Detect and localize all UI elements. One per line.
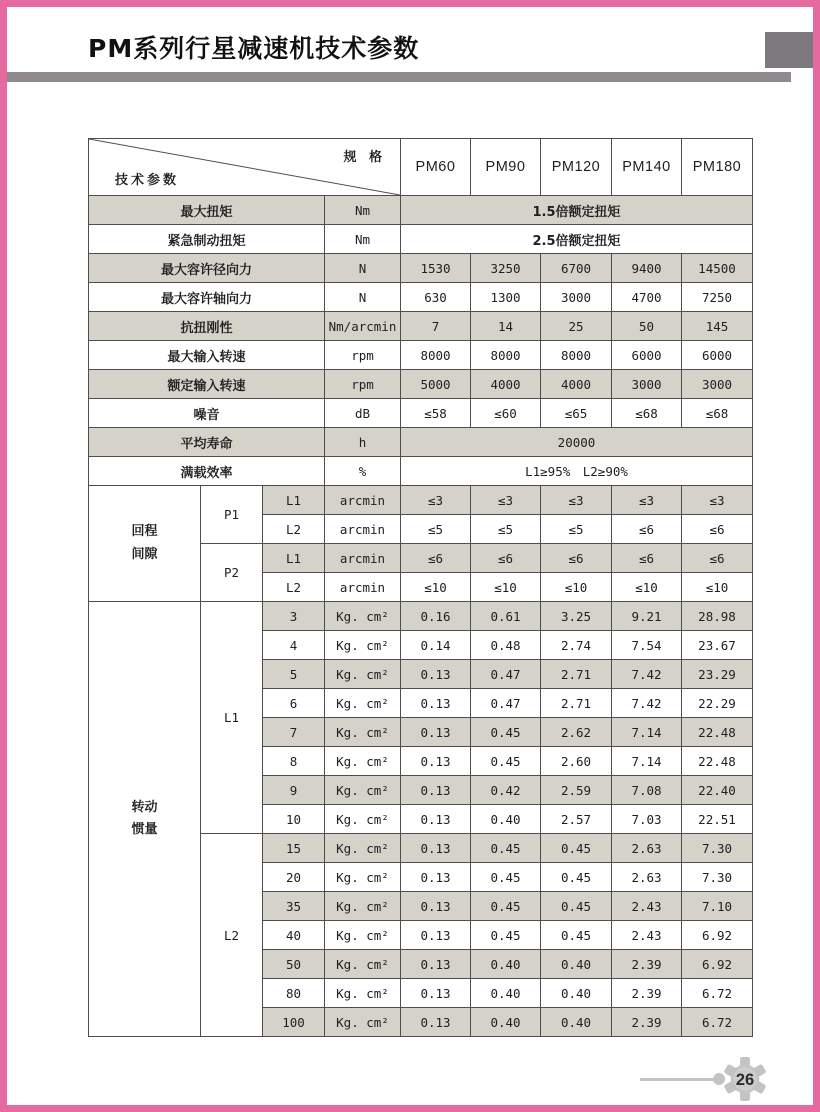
value-cell: ≤6 xyxy=(682,544,753,573)
value-cell: 3000 xyxy=(682,370,753,399)
value-cell: 0.45 xyxy=(541,834,612,863)
gear-icon xyxy=(723,1057,767,1101)
value-cell: 5000 xyxy=(401,370,471,399)
unit-cell: Kg. cm² xyxy=(325,1008,401,1037)
value-cell: 2.59 xyxy=(541,776,612,805)
value-cell: ≤6 xyxy=(541,544,612,573)
value-cell: 0.45 xyxy=(471,747,541,776)
value-cell: 0.14 xyxy=(401,631,471,660)
value-cell: 0.13 xyxy=(401,689,471,718)
value-cell: 0.40 xyxy=(471,950,541,979)
param-name-cell: 额定输入转速 xyxy=(89,370,325,399)
unit-cell: Kg. cm² xyxy=(325,950,401,979)
value-cell: 0.40 xyxy=(471,979,541,1008)
value-cell: 6.72 xyxy=(682,979,753,1008)
value-cell: ≤6 xyxy=(471,544,541,573)
span-value-cell: 1.5倍额定扭矩 xyxy=(401,196,753,225)
value-cell: ≤58 xyxy=(401,399,471,428)
unit-cell: Kg. cm² xyxy=(325,979,401,1008)
value-cell: 0.45 xyxy=(471,718,541,747)
value-cell: 0.40 xyxy=(541,979,612,1008)
ratio-cell: 4 xyxy=(263,631,325,660)
ratio-cell: 5 xyxy=(263,660,325,689)
unit-cell: arcmin xyxy=(325,486,401,515)
ratio-cell: 80 xyxy=(263,979,325,1008)
value-cell: 0.13 xyxy=(401,979,471,1008)
value-cell: 4000 xyxy=(541,370,612,399)
value-cell: 7.14 xyxy=(612,747,682,776)
value-cell: 0.13 xyxy=(401,892,471,921)
value-cell: 0.16 xyxy=(401,602,471,631)
value-cell: 3000 xyxy=(612,370,682,399)
stage-cell: L2 xyxy=(263,573,325,602)
value-cell: ≤6 xyxy=(612,515,682,544)
value-cell: 2.39 xyxy=(612,979,682,1008)
value-cell: 0.13 xyxy=(401,863,471,892)
value-cell: ≤5 xyxy=(471,515,541,544)
value-cell: 2.39 xyxy=(612,950,682,979)
span-value-cell: 20000 xyxy=(401,428,753,457)
model-column-header: PM60 xyxy=(401,139,471,196)
param-name-cell: 平均寿命 xyxy=(89,428,325,457)
ratio-cell: 7 xyxy=(263,718,325,747)
unit-cell: Kg. cm² xyxy=(325,718,401,747)
value-cell: 0.42 xyxy=(471,776,541,805)
value-cell: 14500 xyxy=(682,254,753,283)
value-cell: 630 xyxy=(401,283,471,312)
ratio-cell: 40 xyxy=(263,921,325,950)
value-cell: ≤5 xyxy=(541,515,612,544)
unit-cell: N xyxy=(325,283,401,312)
unit-cell: Kg. cm² xyxy=(325,689,401,718)
ratio-cell: 9 xyxy=(263,776,325,805)
value-cell: 0.13 xyxy=(401,718,471,747)
value-cell: 22.40 xyxy=(682,776,753,805)
model-column-header: PM140 xyxy=(612,139,682,196)
ratio-cell: 10 xyxy=(263,805,325,834)
value-cell: 7.30 xyxy=(682,863,753,892)
value-cell: 6.72 xyxy=(682,1008,753,1037)
value-cell: 0.45 xyxy=(471,892,541,921)
value-cell: 6.92 xyxy=(682,950,753,979)
value-cell: 25 xyxy=(541,312,612,341)
param-name-cell: 最大容许径向力 xyxy=(89,254,325,283)
unit-cell: arcmin xyxy=(325,515,401,544)
value-cell: 2.63 xyxy=(612,863,682,892)
value-cell: 2.60 xyxy=(541,747,612,776)
value-cell: 6000 xyxy=(612,341,682,370)
value-cell: 0.40 xyxy=(541,1008,612,1037)
param-name-cell: 最大输入转速 xyxy=(89,341,325,370)
unit-cell: % xyxy=(325,457,401,486)
value-cell: 0.13 xyxy=(401,834,471,863)
value-cell: ≤6 xyxy=(682,515,753,544)
unit-cell: Nm xyxy=(325,225,401,254)
value-cell: 0.48 xyxy=(471,631,541,660)
param-name-cell: 最大扭矩 xyxy=(89,196,325,225)
inertia-group-label xyxy=(89,602,201,1037)
value-cell: ≤3 xyxy=(471,486,541,515)
value-cell: 0.45 xyxy=(471,863,541,892)
value-cell: ≤6 xyxy=(401,544,471,573)
value-cell: 9.21 xyxy=(612,602,682,631)
value-cell: 2.63 xyxy=(612,834,682,863)
header-spec-label: 规 格 xyxy=(343,150,386,165)
backlash-group-label-line: 回程 xyxy=(131,524,158,540)
unit-cell: N xyxy=(325,254,401,283)
value-cell: 2.62 xyxy=(541,718,612,747)
unit-cell: Kg. cm² xyxy=(325,660,401,689)
value-cell: 7.54 xyxy=(612,631,682,660)
value-cell: 4700 xyxy=(612,283,682,312)
value-cell: 0.13 xyxy=(401,921,471,950)
value-cell: 8000 xyxy=(401,341,471,370)
ratio-cell: 15 xyxy=(263,834,325,863)
ratio-cell: 8 xyxy=(263,747,325,776)
unit-cell: arcmin xyxy=(325,573,401,602)
value-cell: 2.71 xyxy=(541,689,612,718)
value-cell: 8000 xyxy=(471,341,541,370)
value-cell: 7.03 xyxy=(612,805,682,834)
value-cell: 7.08 xyxy=(612,776,682,805)
page-footer-line xyxy=(640,1078,720,1081)
value-cell: 22.29 xyxy=(682,689,753,718)
value-cell: 1530 xyxy=(401,254,471,283)
value-cell: ≤5 xyxy=(401,515,471,544)
value-cell: 3.25 xyxy=(541,602,612,631)
value-cell: ≤3 xyxy=(541,486,612,515)
value-cell: 3000 xyxy=(541,283,612,312)
unit-cell: Nm/arcmin xyxy=(325,312,401,341)
param-name-cell: 噪音 xyxy=(89,399,325,428)
unit-cell: Kg. cm² xyxy=(325,602,401,631)
stage-cell: L2 xyxy=(201,834,263,1037)
value-cell: 23.29 xyxy=(682,660,753,689)
value-cell: ≤6 xyxy=(612,544,682,573)
value-cell: 0.13 xyxy=(401,950,471,979)
unit-cell: Nm xyxy=(325,196,401,225)
span-value-cell: 2.5倍额定扭矩 xyxy=(401,225,753,254)
param-name-cell: 紧急制动扭矩 xyxy=(89,225,325,254)
model-column-header: PM180 xyxy=(682,139,753,196)
value-cell: 0.13 xyxy=(401,747,471,776)
unit-cell: Kg. cm² xyxy=(325,631,401,660)
title-accent-square xyxy=(765,32,813,68)
ratio-cell: 50 xyxy=(263,950,325,979)
value-cell: 0.40 xyxy=(541,950,612,979)
unit-cell: rpm xyxy=(325,341,401,370)
value-cell: 0.61 xyxy=(471,602,541,631)
value-cell: 0.45 xyxy=(541,892,612,921)
value-cell: 0.45 xyxy=(471,921,541,950)
span-value-cell: L1≥95% L2≥90% xyxy=(401,457,753,486)
unit-cell: h xyxy=(325,428,401,457)
backlash-group-label-line: 间隙 xyxy=(131,546,158,562)
value-cell: 4000 xyxy=(471,370,541,399)
stage-cell: L1 xyxy=(201,602,263,834)
value-cell: 2.71 xyxy=(541,660,612,689)
value-cell: ≤10 xyxy=(612,573,682,602)
value-cell: 22.48 xyxy=(682,747,753,776)
value-cell: 0.40 xyxy=(471,1008,541,1037)
value-cell: 6000 xyxy=(682,341,753,370)
unit-cell: Kg. cm² xyxy=(325,892,401,921)
stage-cell: L1 xyxy=(263,544,325,573)
value-cell: 6700 xyxy=(541,254,612,283)
value-cell: 7.30 xyxy=(682,834,753,863)
value-cell: ≤3 xyxy=(682,486,753,515)
value-cell: 7.10 xyxy=(682,892,753,921)
value-cell: ≤68 xyxy=(612,399,682,428)
param-name-cell: 抗扭刚性 xyxy=(89,312,325,341)
value-cell: 22.48 xyxy=(682,718,753,747)
unit-cell: Kg. cm² xyxy=(325,834,401,863)
value-cell: 7.14 xyxy=(612,718,682,747)
value-cell: 9400 xyxy=(612,254,682,283)
page-number: 26 xyxy=(735,1071,755,1090)
unit-cell: Kg. cm² xyxy=(325,863,401,892)
value-cell: 23.67 xyxy=(682,631,753,660)
value-cell: 2.74 xyxy=(541,631,612,660)
value-cell: 0.13 xyxy=(401,1008,471,1037)
grade-cell: P1 xyxy=(201,486,263,544)
stage-cell: L2 xyxy=(263,515,325,544)
backlash-group-label xyxy=(89,486,201,602)
stage-cell: L1 xyxy=(263,486,325,515)
value-cell: 8000 xyxy=(541,341,612,370)
value-cell: ≤3 xyxy=(401,486,471,515)
value-cell: 2.57 xyxy=(541,805,612,834)
value-cell: ≤10 xyxy=(541,573,612,602)
value-cell: 145 xyxy=(682,312,753,341)
ratio-cell: 3 xyxy=(263,602,325,631)
value-cell: 0.13 xyxy=(401,660,471,689)
value-cell: 2.39 xyxy=(612,1008,682,1037)
value-cell: 7.42 xyxy=(612,660,682,689)
value-cell: 7.42 xyxy=(612,689,682,718)
value-cell: 0.45 xyxy=(541,863,612,892)
unit-cell: dB xyxy=(325,399,401,428)
header-diagonal-cell xyxy=(89,139,401,196)
value-cell: ≤10 xyxy=(471,573,541,602)
value-cell: 14 xyxy=(471,312,541,341)
unit-cell: Kg. cm² xyxy=(325,921,401,950)
value-cell: 7250 xyxy=(682,283,753,312)
value-cell: 0.13 xyxy=(401,776,471,805)
grade-cell: P2 xyxy=(201,544,263,602)
ratio-cell: 100 xyxy=(263,1008,325,1037)
inertia-group-label-line: 惯量 xyxy=(131,822,158,837)
spec-table xyxy=(88,138,753,1037)
value-cell: 7 xyxy=(401,312,471,341)
value-cell: 0.13 xyxy=(401,805,471,834)
value-cell: 0.40 xyxy=(471,805,541,834)
param-name-cell: 满载效率 xyxy=(89,457,325,486)
value-cell: 0.45 xyxy=(541,921,612,950)
value-cell: 2.43 xyxy=(612,921,682,950)
value-cell: ≤60 xyxy=(471,399,541,428)
value-cell: 2.43 xyxy=(612,892,682,921)
ratio-cell: 35 xyxy=(263,892,325,921)
value-cell: 50 xyxy=(612,312,682,341)
unit-cell: Kg. cm² xyxy=(325,776,401,805)
ratio-cell: 6 xyxy=(263,689,325,718)
value-cell: 28.98 xyxy=(682,602,753,631)
value-cell: ≤3 xyxy=(612,486,682,515)
page-title: PM系列行星减速机技术参数 xyxy=(88,34,420,63)
value-cell: 0.47 xyxy=(471,660,541,689)
value-cell: 0.47 xyxy=(471,689,541,718)
value-cell: 22.51 xyxy=(682,805,753,834)
value-cell: 0.45 xyxy=(471,834,541,863)
value-cell: ≤10 xyxy=(682,573,753,602)
value-cell: 3250 xyxy=(471,254,541,283)
title-underline-bar xyxy=(7,72,791,82)
header-param-label: 技术参数 xyxy=(115,173,180,188)
unit-cell: rpm xyxy=(325,370,401,399)
value-cell: 1300 xyxy=(471,283,541,312)
param-name-cell: 最大容许轴向力 xyxy=(89,283,325,312)
ratio-cell: 20 xyxy=(263,863,325,892)
unit-cell: arcmin xyxy=(325,544,401,573)
value-cell: ≤68 xyxy=(682,399,753,428)
value-cell: ≤65 xyxy=(541,399,612,428)
model-column-header: PM120 xyxy=(541,139,612,196)
inertia-group-label-line: 转动 xyxy=(131,799,158,815)
value-cell: ≤10 xyxy=(401,573,471,602)
value-cell: 6.92 xyxy=(682,921,753,950)
unit-cell: Kg. cm² xyxy=(325,747,401,776)
unit-cell: Kg. cm² xyxy=(325,805,401,834)
model-column-header: PM90 xyxy=(471,139,541,196)
